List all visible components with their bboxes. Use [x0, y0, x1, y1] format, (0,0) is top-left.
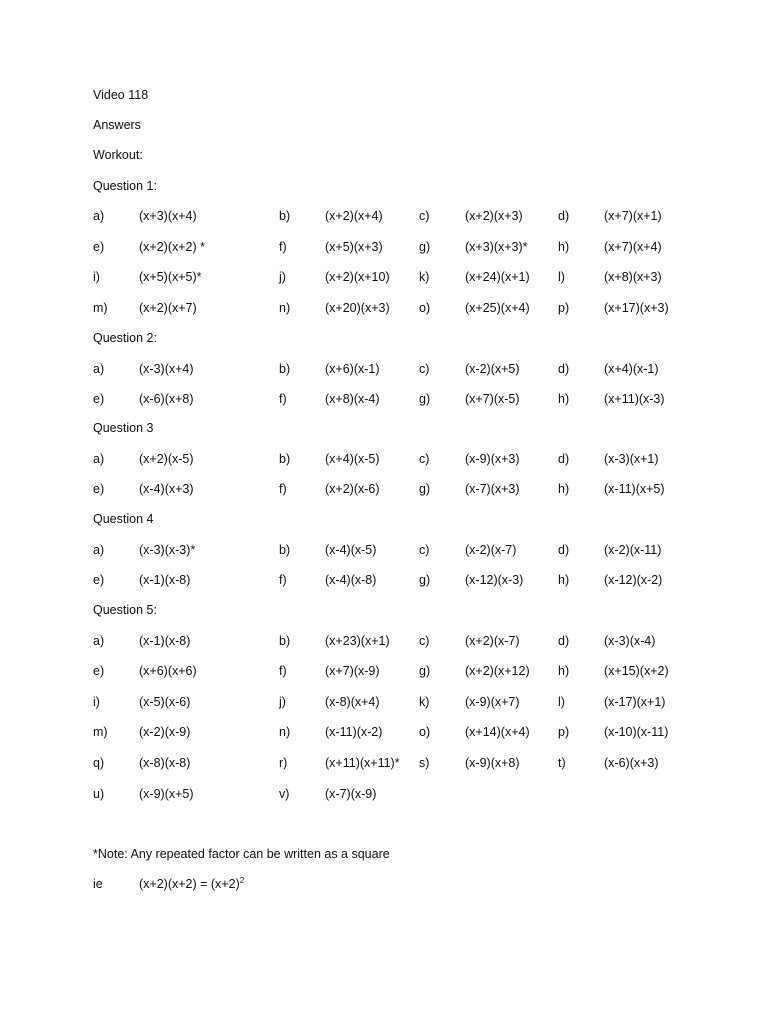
- answer-factors: (x+2)(x+10): [325, 270, 390, 284]
- answer-label: o): [419, 301, 431, 315]
- answer-factors: (x-2)(x+5): [465, 362, 520, 376]
- answer-label: e): [93, 664, 105, 678]
- answer-label: k): [419, 270, 430, 284]
- answer-label: g): [419, 392, 431, 406]
- answer-factors: (x-9)(x+7): [465, 695, 520, 709]
- answer-label: c): [419, 543, 430, 557]
- answer-factors: (x-7)(x+3): [465, 482, 520, 496]
- answer-row: [0, 542, 768, 558]
- answer-factors: (x+11)(x-3): [604, 392, 665, 406]
- answer-factors: (x+2)(x-5): [139, 452, 194, 466]
- answer-label: g): [419, 664, 431, 678]
- answer-factors: (x+4)(x-1): [604, 362, 659, 376]
- answer-label: s): [419, 756, 430, 770]
- answer-factors: (x-12)(x-3): [465, 573, 524, 587]
- answer-label: d): [558, 452, 570, 466]
- answer-factors: (x+3)(x+3)*: [465, 240, 528, 254]
- answer-label: j): [279, 270, 286, 284]
- answer-factors: (x-4)(x-8): [325, 573, 377, 587]
- document-title: Video 118: [93, 88, 149, 102]
- answer-label: g): [419, 573, 431, 587]
- answer-label: f): [279, 482, 287, 496]
- answer-label: a): [93, 634, 105, 648]
- answer-label: b): [279, 634, 291, 648]
- answer-row: [0, 572, 768, 588]
- answer-row: [0, 724, 768, 740]
- answer-label: r): [279, 756, 288, 770]
- answer-label: u): [93, 787, 105, 801]
- answer-label: g): [419, 482, 431, 496]
- answer-factors: (x-3)(x-3)*: [139, 543, 196, 557]
- answer-label: i): [93, 695, 100, 709]
- answer-row: [0, 239, 768, 255]
- answer-factors: (x-1)(x-8): [139, 573, 191, 587]
- answer-label: l): [558, 270, 565, 284]
- answer-label: b): [279, 362, 291, 376]
- question-3-heading: Question 3: [93, 421, 154, 435]
- answer-row: [0, 361, 768, 377]
- answer-label: f): [279, 573, 287, 587]
- answer-label: c): [419, 452, 430, 466]
- answer-factors: (x-6)(x+3): [604, 756, 659, 770]
- question-1-heading: Question 1:: [93, 179, 157, 193]
- answer-factors: (x+23)(x+1): [325, 634, 390, 648]
- answer-factors: (x-11)(x+5): [604, 482, 665, 496]
- answer-label: a): [93, 362, 105, 376]
- answer-factors: (x+25)(x+4): [465, 301, 530, 315]
- answer-label: c): [419, 209, 430, 223]
- answer-factors: (x-10)(x-11): [604, 725, 669, 739]
- answer-label: e): [93, 392, 105, 406]
- answer-factors: (x+11)(x+11)*: [325, 756, 400, 770]
- answer-factors: (x-8)(x-8): [139, 756, 191, 770]
- answer-label: m): [93, 301, 108, 315]
- answer-label: m): [93, 725, 108, 739]
- answer-factors: (x+2)(x+2) *: [139, 240, 205, 254]
- answer-label: f): [279, 392, 287, 406]
- answer-factors: (x-5)(x-6): [139, 695, 191, 709]
- question-4-heading: Question 4: [93, 512, 154, 526]
- note-ie-label: ie: [93, 877, 103, 891]
- answer-factors: (x+8)(x-4): [325, 392, 380, 406]
- workout-heading: Workout:: [93, 148, 143, 162]
- answer-factors: (x+3)(x+4): [139, 209, 197, 223]
- answer-label: d): [558, 543, 570, 557]
- answer-label: b): [279, 452, 291, 466]
- answer-factors: (x+8)(x+3): [604, 270, 662, 284]
- answer-label: e): [93, 240, 105, 254]
- answer-label: d): [558, 209, 570, 223]
- answer-label: p): [558, 725, 570, 739]
- answer-label: h): [558, 482, 570, 496]
- answer-label: d): [558, 634, 570, 648]
- answer-factors: (x-3)(x+1): [604, 452, 659, 466]
- answers-heading: Answers: [93, 118, 141, 132]
- answer-label: g): [419, 240, 431, 254]
- answer-factors: (x+7)(x+4): [604, 240, 662, 254]
- answer-factors: (x+17)(x+3): [604, 301, 669, 315]
- answer-label: i): [93, 270, 100, 284]
- answer-label: h): [558, 240, 570, 254]
- answer-factors: (x-4)(x+3): [139, 482, 194, 496]
- answer-label: h): [558, 664, 570, 678]
- answer-label: c): [419, 362, 430, 376]
- answer-row: [0, 663, 768, 679]
- answer-factors: (x+2)(x+4): [325, 209, 383, 223]
- answer-label: j): [279, 695, 286, 709]
- answer-factors: (x+14)(x+4): [465, 725, 530, 739]
- answer-factors: (x-2)(x-7): [465, 543, 517, 557]
- answer-row: [0, 300, 768, 316]
- answer-factors: (x+5)(x+3): [325, 240, 383, 254]
- answer-row: [0, 391, 768, 407]
- answer-factors: (x+2)(x+3): [465, 209, 523, 223]
- answer-factors: (x+20)(x+3): [325, 301, 390, 315]
- answer-factors: (x+4)(x-5): [325, 452, 380, 466]
- answer-factors: (x-11)(x-2): [325, 725, 383, 739]
- answer-factors: (x+24)(x+1): [465, 270, 530, 284]
- note-example-exponent: 2: [239, 876, 245, 885]
- answer-row: [0, 786, 768, 802]
- answer-factors: (x-9)(x+3): [465, 452, 520, 466]
- answer-label: o): [419, 725, 431, 739]
- answer-factors: (x-17)(x+1): [604, 695, 666, 709]
- answer-row: [0, 694, 768, 710]
- answer-label: l): [558, 695, 565, 709]
- answer-factors: (x-8)(x+4): [325, 695, 380, 709]
- answer-label: h): [558, 573, 570, 587]
- answer-factors: (x+7)(x-5): [465, 392, 520, 406]
- answer-row: [0, 208, 768, 224]
- answer-factors: (x+15)(x+2): [604, 664, 669, 678]
- note-example-expression: (x+2)(x+2) = (x+2): [139, 877, 240, 891]
- answer-factors: (x+2)(x+7): [139, 301, 197, 315]
- answer-label: f): [279, 664, 287, 678]
- answer-label: h): [558, 392, 570, 406]
- answer-label: q): [93, 756, 105, 770]
- answer-factors: (x-6)(x+8): [139, 392, 194, 406]
- answer-factors: (x-2)(x-11): [604, 543, 662, 557]
- answer-label: p): [558, 301, 570, 315]
- answer-factors: (x+2)(x+12): [465, 664, 530, 678]
- answer-factors: (x+2)(x-7): [465, 634, 520, 648]
- answer-row: [0, 755, 768, 771]
- answer-factors: (x+6)(x+6): [139, 664, 197, 678]
- answer-label: v): [279, 787, 290, 801]
- answer-label: n): [279, 301, 291, 315]
- note-text: *Note: Any repeated factor can be written as a square: [93, 847, 390, 861]
- answer-factors: (x-3)(x-4): [604, 634, 656, 648]
- answer-label: e): [93, 573, 105, 587]
- answer-label: t): [558, 756, 566, 770]
- answer-factors: (x-7)(x-9): [325, 787, 377, 801]
- note-example: [139, 876, 244, 892]
- answer-factors: (x-2)(x-9): [139, 725, 191, 739]
- answer-label: f): [279, 240, 287, 254]
- question-5-heading: Question 5:: [93, 603, 157, 617]
- answer-factors: (x-1)(x-8): [139, 634, 191, 648]
- answer-label: b): [279, 209, 291, 223]
- answer-factors: (x+5)(x+5)*: [139, 270, 202, 284]
- answer-label: k): [419, 695, 430, 709]
- answer-factors: (x-4)(x-5): [325, 543, 377, 557]
- answer-row: [0, 451, 768, 467]
- answer-row: [0, 481, 768, 497]
- answer-factors: (x+2)(x-6): [325, 482, 380, 496]
- answer-row: [0, 269, 768, 285]
- answer-factors: (x+6)(x-1): [325, 362, 380, 376]
- answer-factors: (x+7)(x-9): [325, 664, 380, 678]
- answer-factors: (x-9)(x+5): [139, 787, 194, 801]
- answer-label: a): [93, 209, 105, 223]
- answer-label: a): [93, 452, 105, 466]
- answer-label: e): [93, 482, 105, 496]
- answer-label: d): [558, 362, 570, 376]
- answer-label: c): [419, 634, 430, 648]
- answer-label: n): [279, 725, 291, 739]
- question-2-heading: Question 2:: [93, 331, 157, 345]
- answer-factors: (x-9)(x+8): [465, 756, 520, 770]
- answer-factors: (x+7)(x+1): [604, 209, 662, 223]
- answer-label: a): [93, 543, 105, 557]
- answer-label: b): [279, 543, 291, 557]
- answer-factors: (x-12)(x-2): [604, 573, 663, 587]
- note-example-row: [0, 876, 768, 892]
- answer-factors: (x-3)(x+4): [139, 362, 194, 376]
- answer-row: [0, 633, 768, 649]
